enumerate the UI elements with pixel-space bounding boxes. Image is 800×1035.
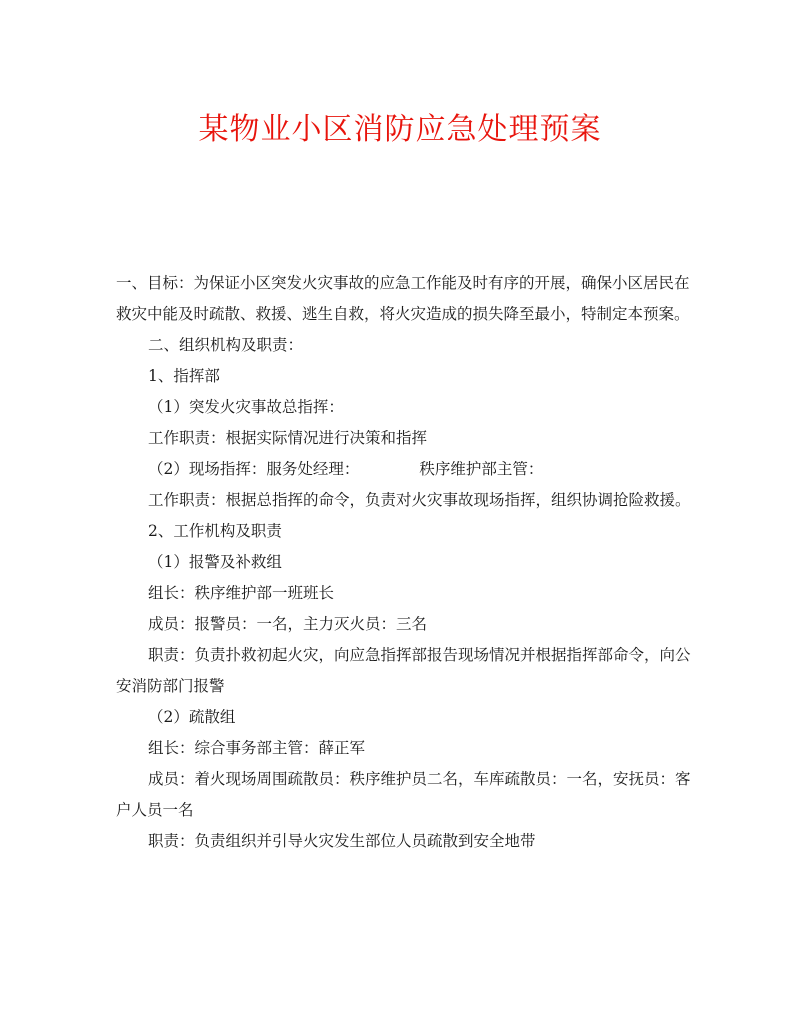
item-alarm-group: （1）报警及补救组 [148, 553, 282, 571]
evacuation-group-duty: 职责：负责组织并引导火灾发生部位人员疏散到安全地带 [148, 832, 536, 850]
evacuation-group-leader: 组长：综合事务部主管：薛正军 [148, 739, 366, 757]
item-evacuation-group: （2）疏散组 [148, 708, 236, 726]
document-title: 某物业小区消防应急处理预案 [198, 112, 602, 147]
heading-organization: 二、组织机构及职责： [148, 336, 304, 354]
heading-work-units: 2、工作机构及职责 [148, 522, 282, 540]
item-site-commander [116, 454, 696, 485]
evacuation-group-members: 成员：着火现场周围疏散员：秩序维护员二名，车库疏散员：一名，安抚员：客户人员一名 [116, 770, 691, 819]
document-body [116, 268, 696, 857]
paragraph-objective: 一、目标：为保证小区突发火灾事故的应急工作能及时有序的开展，确保小区居民在救灾中能及时疏散、救援、逃生自救，将火灾造成的损失降至最小，特制定本预案。 [116, 274, 690, 323]
site-commander-supervisor: 秩序维护部主管： [419, 460, 544, 478]
alarm-group-leader: 组长：秩序维护部一班班长 [148, 584, 335, 602]
duty-site-commander: 工作职责：根据总指挥的命令，负责对火灾事故现场指挥，组织协调抢险救援。 [148, 491, 691, 509]
alarm-group-duty: 职责：负责扑救初起火灾，向应急指挥部报告现场情况并根据指挥部命令，向公安消防部门报警 [116, 646, 691, 695]
alarm-group-members: 成员：报警员：一名，主力灭火员：三名 [148, 615, 428, 633]
site-commander-manager: （2）现场指挥：服务处经理： [148, 460, 360, 478]
heading-command-center: 1、指挥部 [148, 367, 220, 385]
duty-chief-commander: 工作职责：根据实际情况进行决策和指挥 [148, 429, 428, 447]
item-chief-commander: （1）突发火灾事故总指挥： [148, 398, 344, 416]
